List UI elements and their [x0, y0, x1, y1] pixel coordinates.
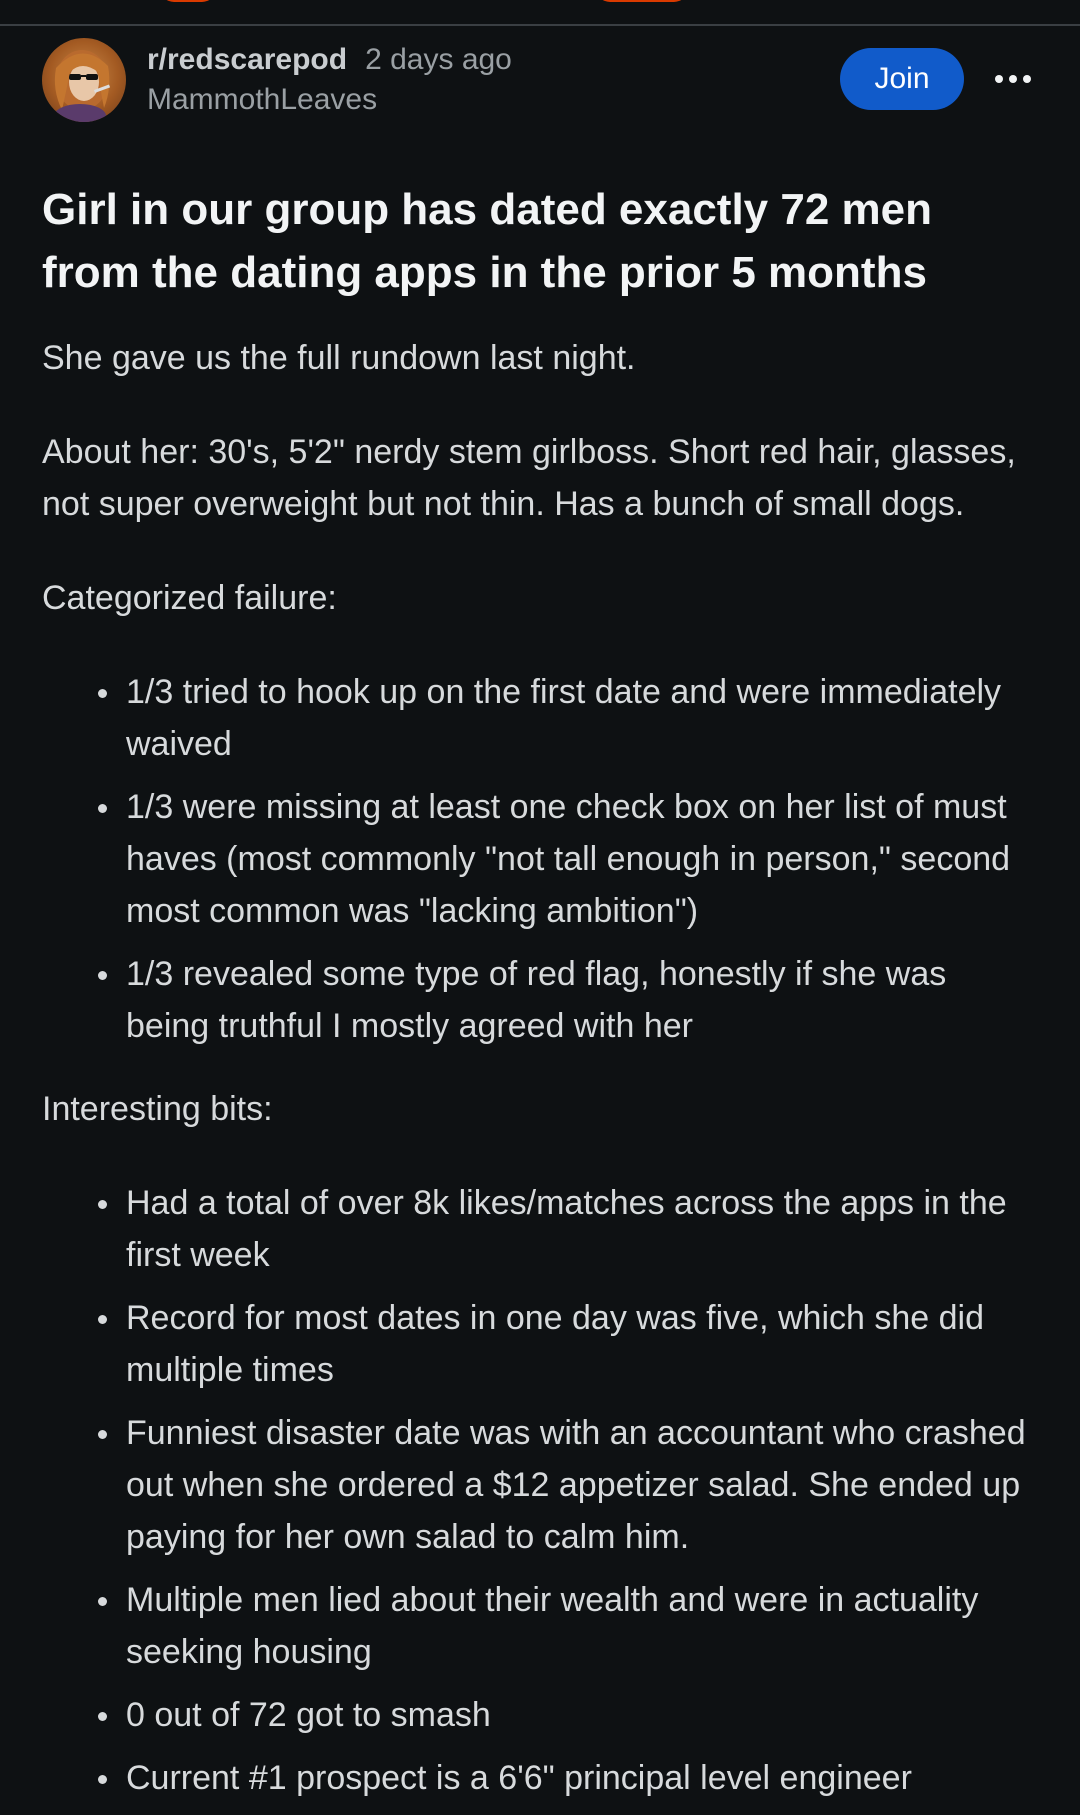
more-dot — [995, 75, 1003, 83]
failure-heading: Categorized failure: — [42, 579, 337, 617]
list-item: Record for most dates in one day was five, which she did multiple times — [126, 1292, 1026, 1396]
post-title[interactable]: Girl in our group has dated exactly 72 men from the dating apps in the prior 5 months — [42, 185, 933, 297]
subreddit-link[interactable]: r/redscarepod — [147, 43, 348, 76]
list-item: 0 out of 72 got to smash — [126, 1689, 1026, 1741]
avatar[interactable] — [42, 38, 126, 122]
list-item: 1/3 revealed some type of red flag, honestly if she was being truthful I mostly agreed with her — [126, 948, 1026, 1052]
list-item: 1/3 were missing at least one check box on her list of must haves (most commonly "not tall enough in person," second most common was "lacking ambition") — [126, 781, 1026, 937]
author-username[interactable]: MammothLeaves — [147, 83, 378, 116]
post-body — [42, 332, 1038, 1804]
failure-list — [42, 666, 1038, 1052]
body-about: About her: 30's, 5'2" nerdy stem girlboss. Short red hair, glasses, not super overweight but not thin. Has a bunch of small dogs. — [42, 433, 1016, 523]
list-item: Had a total of over 8k likes/matches across the apps in the first week — [126, 1177, 1026, 1281]
post-card — [42, 38, 1038, 1815]
list-item: Current #1 prospect is a 6'6" principal level engineer — [126, 1752, 1026, 1804]
ellipsis-icon[interactable] — [988, 52, 1038, 106]
top-accent-shape — [160, 0, 216, 2]
post-timestamp: 2 days ago — [365, 43, 512, 76]
top-accent-shape — [596, 0, 688, 2]
avatar-image — [42, 38, 126, 122]
top-app-bar-edge — [0, 0, 1080, 26]
bits-heading: Interesting bits: — [42, 1090, 273, 1128]
more-dot — [1009, 75, 1017, 83]
list-item: Funniest disaster date was with an accountant who crashed out when she ordered a $12 appetizer salad. She ended up paying for her own salad to calm him. — [126, 1407, 1026, 1563]
body-intro: She gave us the full rundown last night. — [42, 339, 636, 377]
post-meta-line — [147, 40, 512, 80]
join-button[interactable]: Join — [840, 48, 964, 110]
post-meta — [147, 40, 512, 120]
bits-list — [42, 1177, 1038, 1804]
more-dot — [1023, 75, 1031, 83]
list-item: Multiple men lied about their wealth and were in actuality seeking housing — [126, 1574, 1026, 1678]
list-item: 1/3 tried to hook up on the first date and were immediately waived — [126, 666, 1026, 770]
post-header — [42, 38, 1038, 128]
